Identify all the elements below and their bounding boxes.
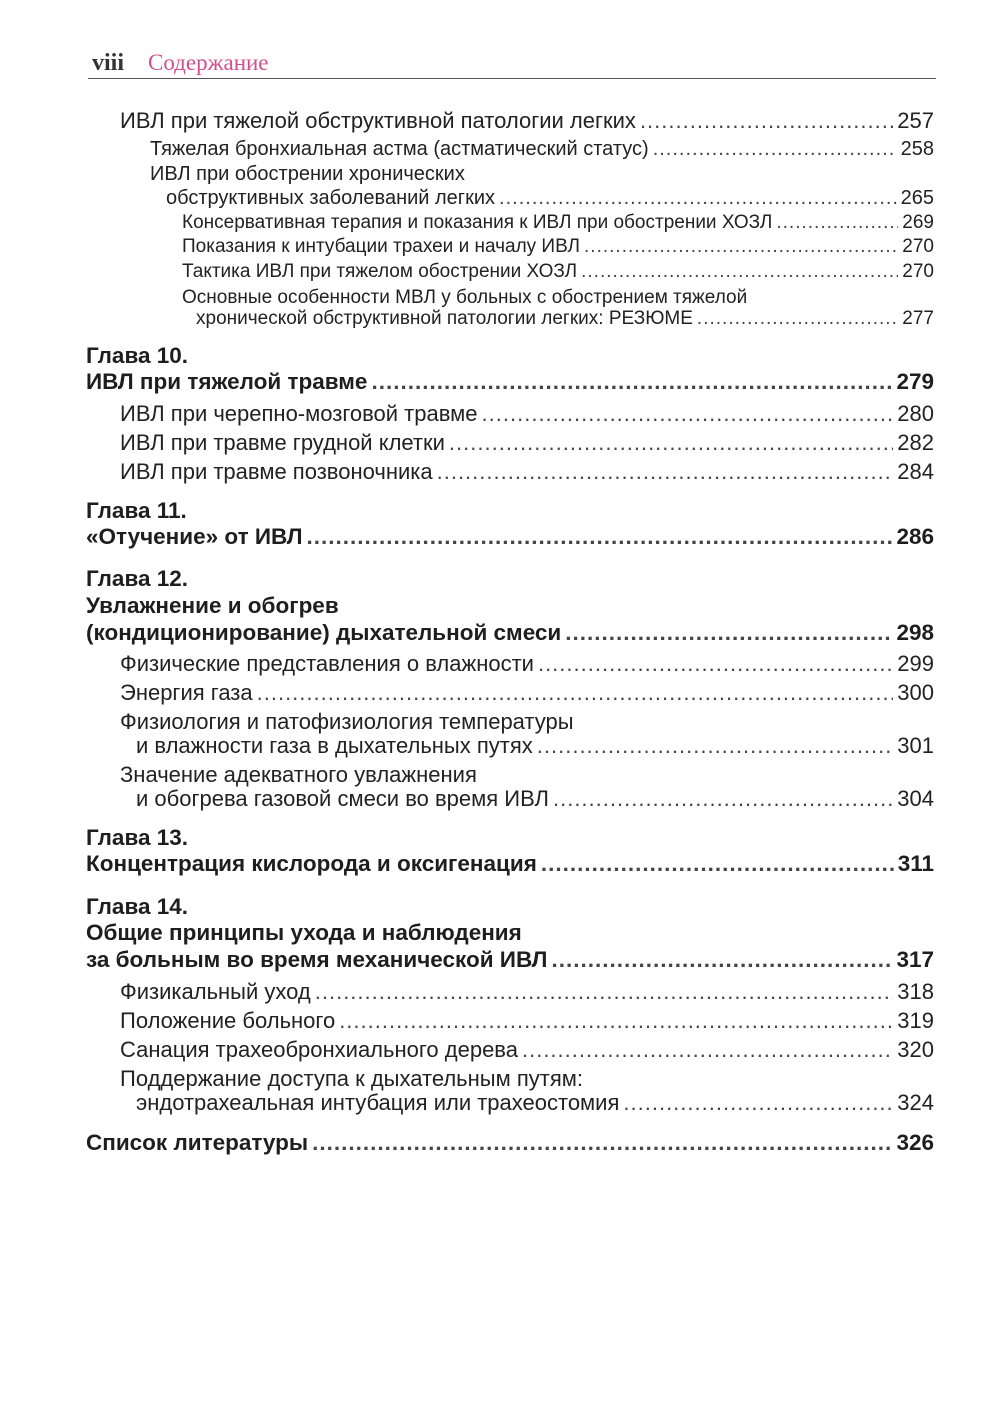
chapter-label: Глава 13. <box>86 825 189 850</box>
chapter-entry[interactable] <box>86 620 934 646</box>
toc-entry[interactable] <box>150 138 934 161</box>
chapter-title-line: Общие принципы ухода и наблюдения <box>86 920 522 945</box>
toc-entry-page: 277 <box>902 308 934 329</box>
toc-entry-title: и влажности газа в дыхательных путях <box>136 733 533 758</box>
chapter-page: 279 <box>896 369 934 394</box>
toc-entry-title: Тактика ИВЛ при тяжелом обострении ХОЗЛ <box>182 261 578 282</box>
toc-entry[interactable] <box>136 733 934 759</box>
chapter-title: (кондиционирование) дыхательной смеси <box>86 620 562 645</box>
toc-entry-page: 269 <box>902 212 934 233</box>
chapter-entry[interactable] <box>86 947 934 973</box>
toc-entry[interactable] <box>120 979 934 1005</box>
toc-entry[interactable] <box>182 261 934 283</box>
chapter-title: ИВЛ при тяжелой травме <box>86 369 368 394</box>
chapter-label: Глава 10. <box>86 343 189 368</box>
toc-entry-title: хронической обструктивной патологии легких: РЕЗЮМЕ <box>196 308 693 329</box>
toc-entry-page: 320 <box>897 1037 934 1062</box>
toc-entry-title: эндотрахеальная интубация или трахеостомия <box>136 1090 620 1115</box>
references-page: 326 <box>896 1130 934 1155</box>
chapter-page: 311 <box>897 851 934 876</box>
toc-entry-page: 318 <box>897 979 934 1004</box>
chapter-label: Глава 11. <box>86 498 187 523</box>
toc-entry-title: ИВЛ при черепно-мозговой травме <box>120 401 478 426</box>
toc-entry-page: 299 <box>897 651 934 676</box>
chapter-title: за больным во время механической ИВЛ <box>86 947 548 972</box>
toc-entry-page: 265 <box>900 187 934 209</box>
toc-entry[interactable] <box>136 1090 934 1116</box>
toc-entry[interactable] <box>182 212 934 234</box>
toc-entry-page: 270 <box>902 236 934 257</box>
toc-entry-title: ИВЛ при травме грудной клетки <box>120 430 445 455</box>
toc-entry-title-line: ИВЛ при обострении хронических <box>150 163 465 185</box>
chapter-label: Глава 14. <box>86 894 189 919</box>
toc-entry-title: Положение больного <box>120 1008 336 1033</box>
references-entry[interactable] <box>86 1130 934 1156</box>
running-head: Содержание <box>148 50 269 75</box>
toc-entry[interactable] <box>120 459 934 485</box>
toc-entry-page: 258 <box>900 138 934 160</box>
toc-entry-title: Тяжелая бронхиальная астма (астматический статус) <box>150 138 649 160</box>
toc-entry[interactable] <box>120 108 934 134</box>
toc-entry[interactable] <box>120 680 934 706</box>
toc-entry-title: Показания к интубации трахеи и началу ИВЛ <box>182 236 581 257</box>
toc-entry-title-line: Основные особенности МВЛ у больных с обострением тяжелой <box>182 287 748 308</box>
chapter-entry[interactable] <box>86 524 934 550</box>
toc-entry-page: 300 <box>897 680 934 705</box>
toc-entry[interactable] <box>120 430 934 456</box>
toc-entry-title: Энергия газа <box>120 680 253 705</box>
toc-entry-page: 280 <box>897 401 934 426</box>
chapter-page: 286 <box>896 524 934 549</box>
toc-entry-title: Консервативная терапия и показания к ИВЛ при обострении ХОЗЛ <box>182 212 773 233</box>
toc-entry-page: 270 <box>902 261 934 282</box>
toc-entry[interactable] <box>120 1008 934 1034</box>
toc-entry-title-line: Поддержание доступа к дыхательным путям: <box>120 1066 583 1091</box>
toc-entry[interactable] <box>136 786 934 812</box>
toc-entry[interactable] <box>196 308 934 330</box>
chapter-page: 298 <box>896 620 934 645</box>
chapter-entry[interactable] <box>86 369 934 395</box>
toc-entry-page: 282 <box>897 430 934 455</box>
toc-entry-title: обструктивных заболеваний легких <box>166 187 496 209</box>
chapter-page: 317 <box>896 947 934 972</box>
toc-entry-page: 301 <box>897 733 934 758</box>
toc-entry-page: 324 <box>897 1090 934 1115</box>
chapter-title: Концентрация кислорода и оксигенация <box>86 851 537 876</box>
toc-entry[interactable] <box>120 401 934 427</box>
toc-entry[interactable] <box>182 236 934 258</box>
toc-entry[interactable] <box>166 187 934 210</box>
chapter-title-line: Увлажнение и обогрев <box>86 593 339 618</box>
toc-entry[interactable] <box>120 1037 934 1063</box>
toc-entry-title-line: Значение адекватного увлажнения <box>120 762 477 787</box>
toc-entry-page: 284 <box>897 459 934 484</box>
chapter-title: «Отучение» от ИВЛ <box>86 524 303 549</box>
toc-entry-title: ИВЛ при тяжелой обструктивной патологии легких <box>120 108 636 133</box>
toc-entry-page: 257 <box>897 108 934 133</box>
toc-entry-page: 319 <box>897 1008 934 1033</box>
references-title: Список литературы <box>86 1130 309 1155</box>
toc-entry-title: Физикальный уход <box>120 979 311 1004</box>
toc-entry[interactable] <box>120 651 934 677</box>
toc-entry-page: 304 <box>897 786 934 811</box>
toc-entry-title: Санация трахеобронхиального дерева <box>120 1037 518 1062</box>
toc-entry-title-line: Физиология и патофизиология температуры <box>120 709 574 734</box>
chapter-entry[interactable] <box>86 851 934 877</box>
page-number: viii <box>92 50 125 76</box>
toc-entry-title: ИВЛ при травме позвоночника <box>120 459 433 484</box>
toc-entry-title: Физические представления о влажности <box>120 651 534 676</box>
toc-entry-title: и обогрева газовой смеси во время ИВЛ <box>136 786 549 811</box>
chapter-label: Глава 12. <box>86 566 189 591</box>
